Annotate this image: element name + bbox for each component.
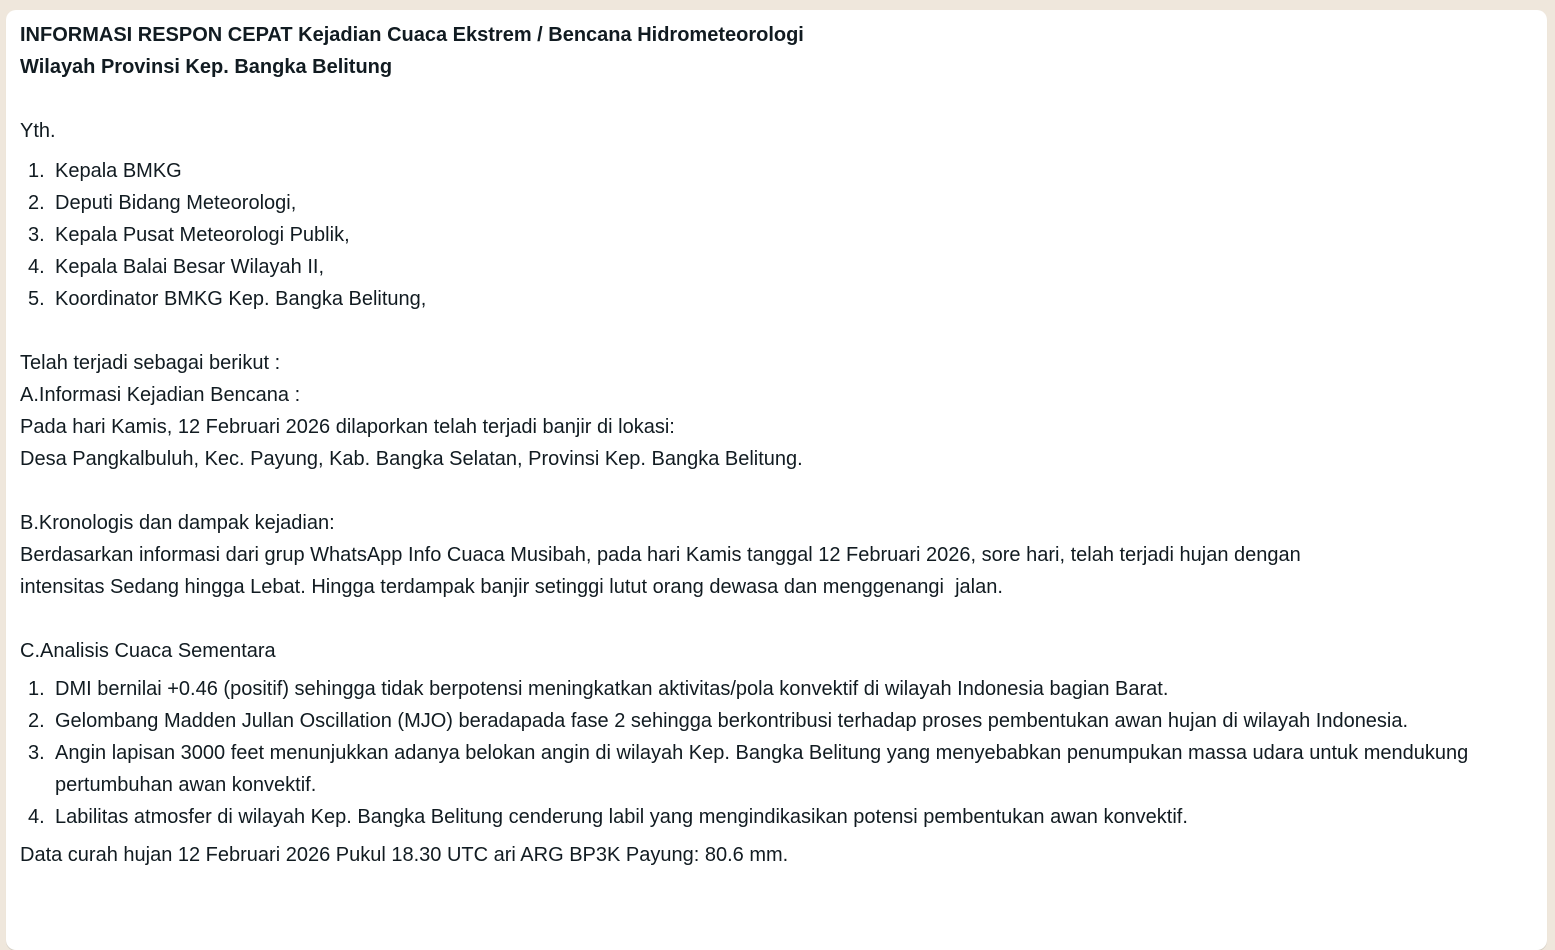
salutation: Yth.: [20, 120, 56, 142]
list-item: 4. Labilitas atmosfer di wilayah Kep. Bangka Belitung cenderung labil yang mengindikasikan potensi pembentukan awan konvektif.: [28, 806, 1188, 828]
message-subtitle: Wilayah Provinsi Kep. Bangka Belitung: [20, 56, 393, 78]
list-item: 1. Kepala BMKG: [28, 160, 182, 182]
section-c-heading: C.Analisis Cuaca Sementara: [20, 640, 276, 662]
section-a-heading: A.Informasi Kejadian Bencana :: [20, 384, 301, 406]
list-item: 1. DMI bernilai +0.46 (positif) sehingga tidak berpotensi meningkatkan aktivitas/pola konvektif di wilayah Indonesia bagian Barat.: [28, 678, 1169, 700]
message-title: INFORMASI RESPON CEPAT Kejadian Cuaca Ekstrem / Bencana Hidrometeorologi: [20, 24, 804, 46]
section-b-line: Berdasarkan informasi dari grup WhatsApp Info Cuaca Musibah, pada hari Kamis tanggal 12 Februari 2026, sore hari, telah terjadi hujan dengan: [20, 544, 1301, 566]
list-item: 2. Deputi Bidang Meteorologi,: [28, 192, 297, 214]
section-b-heading: B.Kronologis dan dampak kejadian:: [20, 512, 335, 534]
list-item: 3. Kepala Pusat Meteorologi Publik,: [28, 224, 350, 246]
rainfall-data: Data curah hujan 12 Februari 2026 Pukul 18.30 UTC ari ARG BP3K Payung: 80.6 mm.: [20, 844, 789, 866]
message-text: [20, 19, 1507, 871]
section-b-line: intensitas Sedang hingga Lebat. Hingga terdampak banjir setinggi lutut orang dewasa dan menggenangi jalan.: [20, 576, 1003, 598]
list-item: 4. Kepala Balai Besar Wilayah II,: [28, 256, 325, 278]
list-item: 2. Gelombang Madden Jullan Oscillation (MJO) beradapada fase 2 sehingga berkontribusi terhadap proses pembentukan awan hujan di wilayah Indonesia.: [28, 710, 1409, 732]
message-bubble[interactable]: [6, 10, 1547, 950]
section-a-line: Desa Pangkalbuluh, Kec. Payung, Kab. Bangka Selatan, Provinsi Kep. Bangka Belitung.: [20, 448, 803, 470]
analysis-list: [20, 673, 1507, 833]
section-a-line: Pada hari Kamis, 12 Februari 2026 dilaporkan telah terjadi banjir di lokasi:: [20, 416, 675, 438]
list-item: 5. Koordinator BMKG Kep. Bangka Belitung,: [28, 288, 427, 310]
intro-text: Telah terjadi sebagai berikut :: [20, 352, 281, 374]
recipient-list: [20, 155, 1507, 315]
list-item: 3. Angin lapisan 3000 feet menunjukkan adanya belokan angin di wilayah Kep. Bangka Belitung yang menyebabkan penumpukan massa udara untuk mendukung pertumbuhan awan konvektif.: [28, 742, 1474, 796]
